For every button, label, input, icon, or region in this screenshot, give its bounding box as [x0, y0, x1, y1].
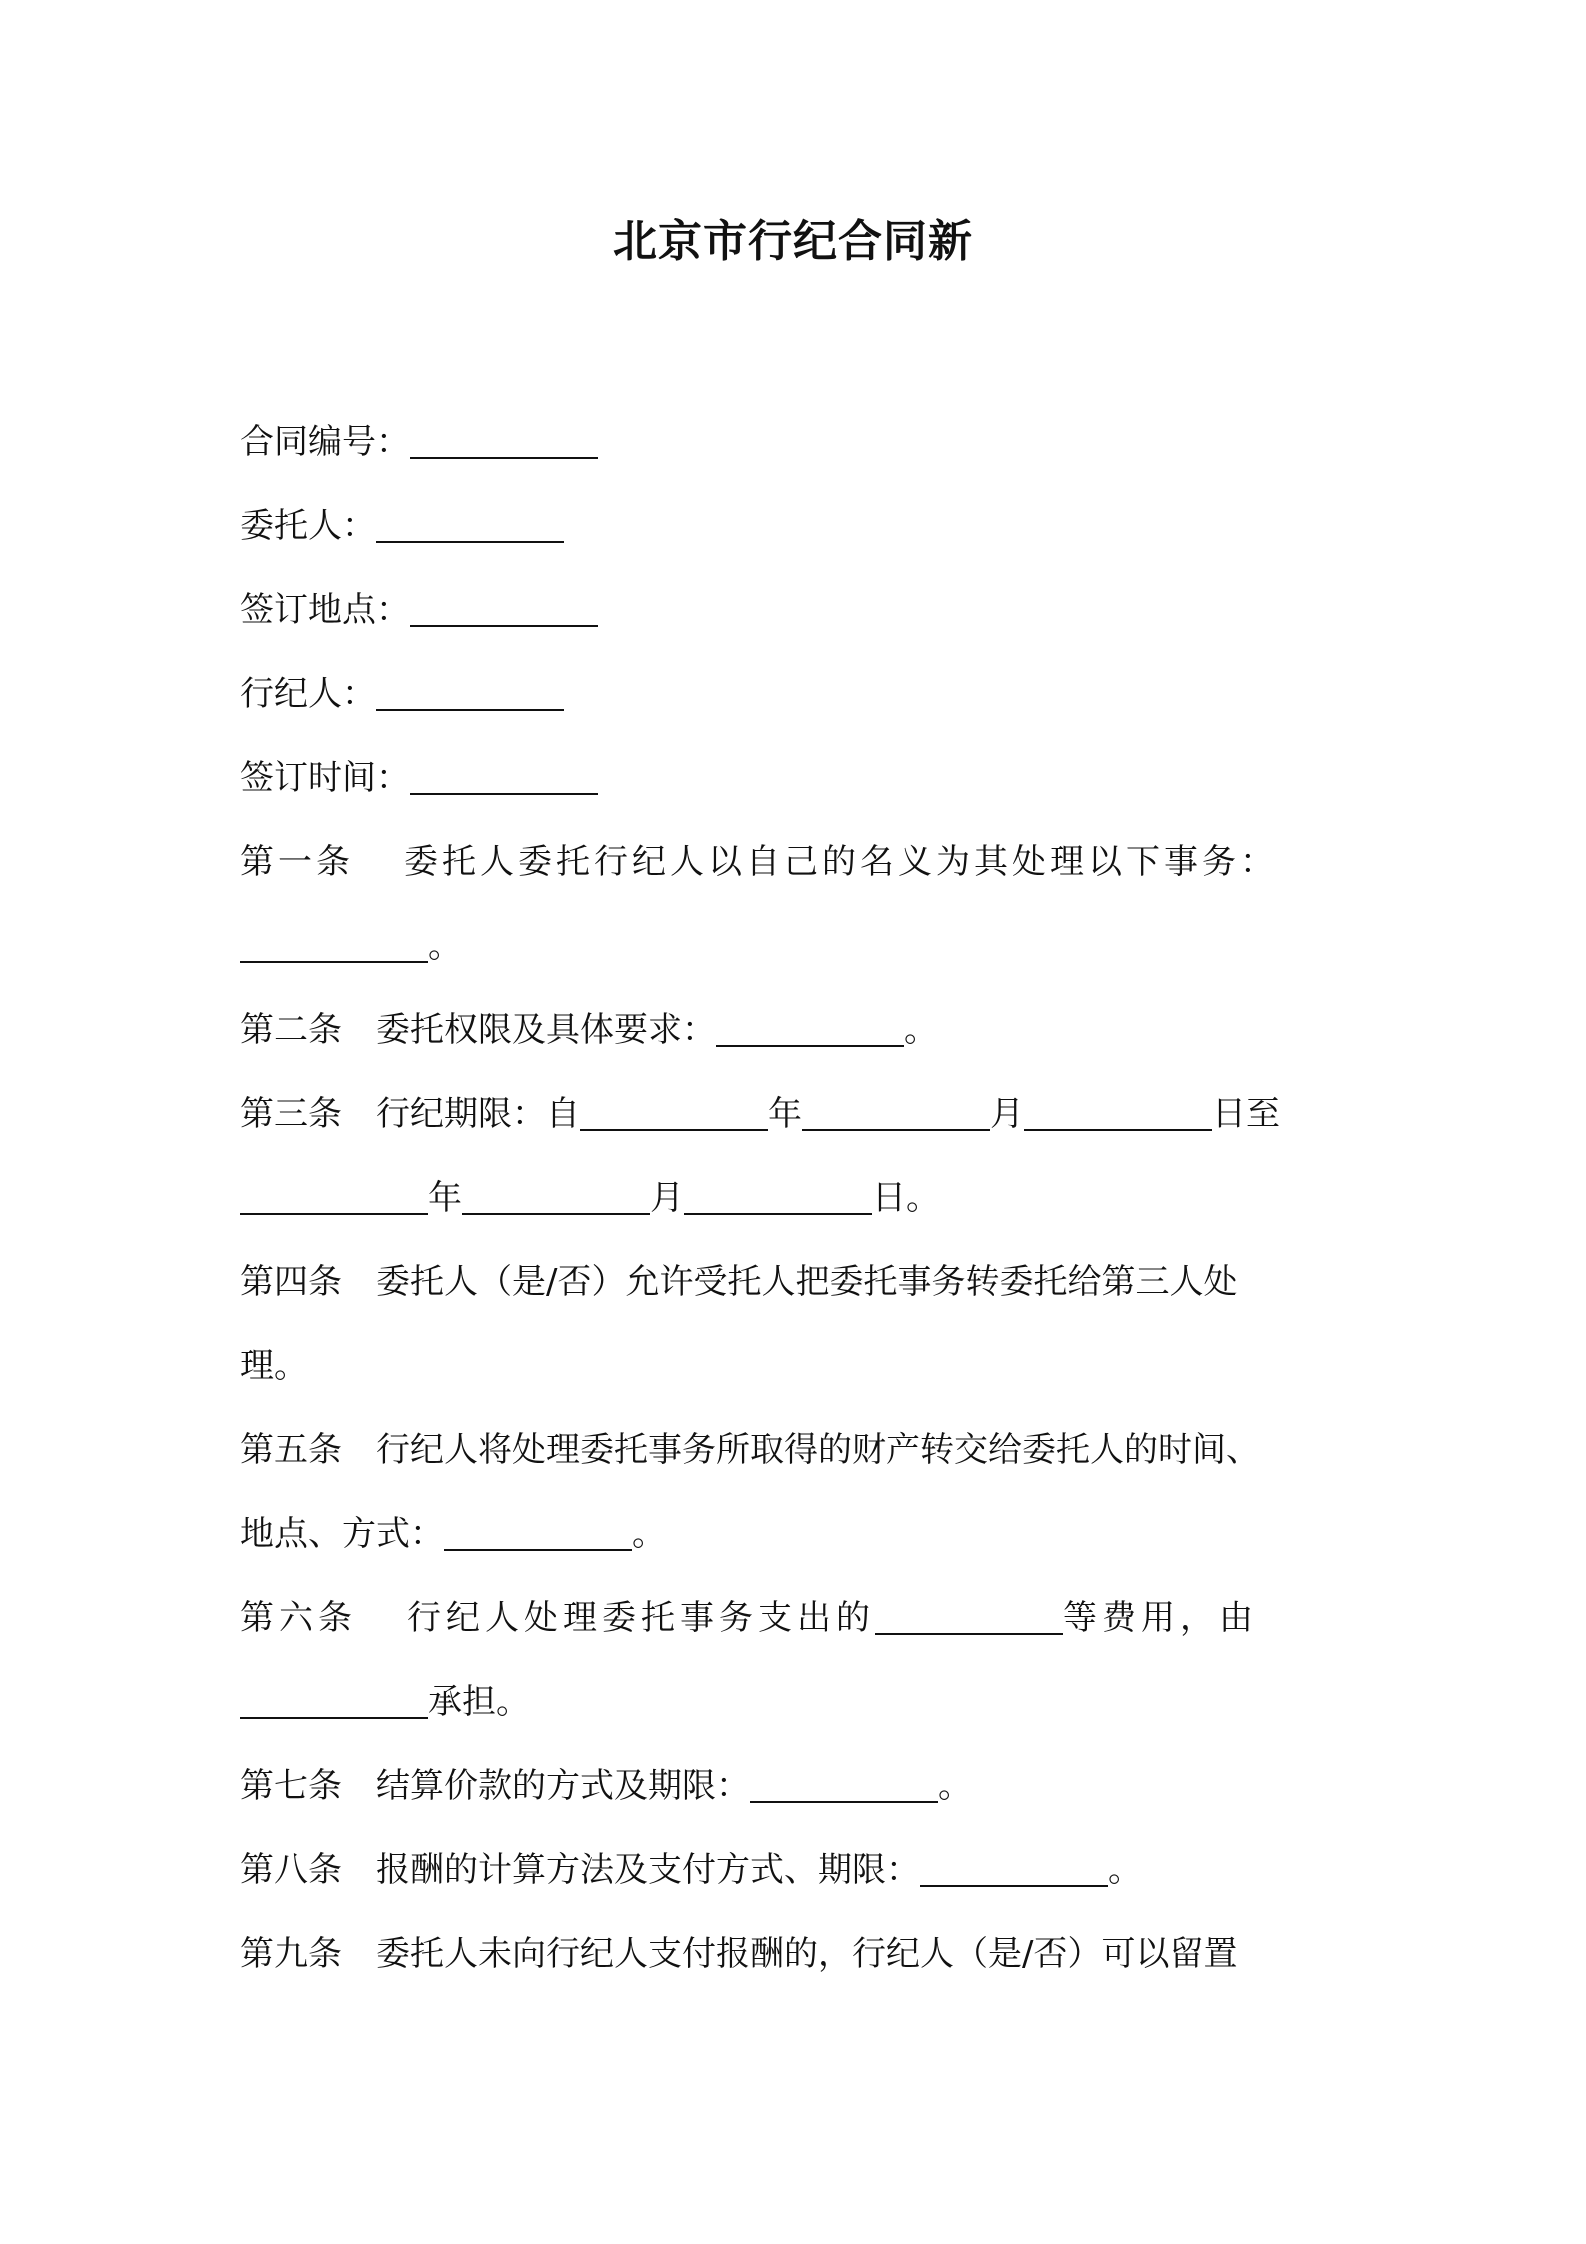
- article-3-day2-label: 日。: [872, 1178, 940, 1218]
- article-1-number: 第一条: [240, 842, 354, 882]
- article-3-end-month-blank[interactable]: [462, 1212, 650, 1215]
- article-1-end: 。: [428, 926, 462, 966]
- article-8-end: 。: [1108, 1850, 1142, 1890]
- article-3-text: 行纪期限：自: [376, 1094, 580, 1134]
- article-3-month2-label: 月: [650, 1178, 684, 1218]
- article-7-text: 结算价款的方式及期限：: [376, 1766, 750, 1806]
- principal-blank[interactable]: [376, 540, 564, 543]
- broker-label: 行纪人：: [240, 674, 376, 714]
- article-3-month-label: 月: [990, 1094, 1024, 1134]
- sign-time-label: 签订时间：: [240, 758, 410, 798]
- sign-time-blank[interactable]: [410, 792, 598, 795]
- broker-line: [240, 652, 1350, 736]
- article-3-day-to-label: 日至: [1212, 1094, 1280, 1134]
- article-3-number: 第三条: [240, 1094, 342, 1134]
- sign-place-blank[interactable]: [410, 624, 598, 627]
- sign-place-label: 签订地点：: [240, 590, 410, 630]
- article-1-text: 委托人委托行纪人以自己的名义为其处理以下事务：: [404, 842, 1278, 882]
- article-3-start-day-blank[interactable]: [1024, 1128, 1212, 1131]
- article-7-number: 第七条: [240, 1766, 342, 1806]
- article-4-line: [240, 1240, 1350, 1324]
- article-5-cont-line: [240, 1492, 1350, 1576]
- article-3-year2-label: 年: [428, 1178, 462, 1218]
- sign-time-line: [240, 736, 1350, 820]
- article-9-number: 第九条: [240, 1934, 342, 1974]
- article-4-text: 委托人（是/否）允许受托人把委托事务转委托给第三人处: [376, 1262, 1238, 1302]
- article-9-text: 委托人未向行纪人支付报酬的，行纪人（是/否）可以留置: [376, 1934, 1238, 1974]
- article-7-blank[interactable]: [750, 1800, 938, 1803]
- article-4-cont-line: [240, 1324, 1350, 1408]
- article-2-line: [240, 988, 1350, 1072]
- article-5-text: 行纪人将处理委托事务所取得的财产转交给委托人的时间、: [376, 1430, 1260, 1470]
- article-1-line: [240, 820, 1350, 904]
- article-6-cont: 承担。: [428, 1682, 530, 1722]
- article-5-end: 。: [632, 1514, 666, 1554]
- document-title: 北京市行纪合同新: [613, 216, 973, 267]
- article-5-blank[interactable]: [444, 1548, 632, 1551]
- principal-line: [240, 484, 1350, 568]
- article-3-end-day-blank[interactable]: [684, 1212, 872, 1215]
- article-4-number: 第四条: [240, 1262, 342, 1302]
- article-6-number: 第六条: [240, 1598, 357, 1638]
- principal-label: 委托人：: [240, 506, 376, 546]
- article-2-end: 。: [904, 1010, 938, 1050]
- article-7-line: [240, 1744, 1350, 1828]
- article-8-blank[interactable]: [920, 1884, 1108, 1887]
- contract-number-line: [240, 400, 1350, 484]
- article-5-line: [240, 1408, 1350, 1492]
- article-6-cont-line: [240, 1660, 1350, 1744]
- article-6-expense-blank[interactable]: [875, 1632, 1063, 1635]
- contract-number-blank[interactable]: [410, 456, 598, 459]
- article-5-cont: 地点、方式：: [240, 1514, 444, 1554]
- article-3-start-year-blank[interactable]: [580, 1128, 768, 1131]
- article-6-line: [240, 1576, 1350, 1660]
- article-5-number: 第五条: [240, 1430, 342, 1470]
- article-1-blank[interactable]: [240, 960, 428, 963]
- article-3-cont-line: [240, 1156, 1350, 1240]
- article-8-number: 第八条: [240, 1850, 342, 1890]
- article-9-line: [240, 1912, 1350, 1996]
- article-6-text: 行纪人处理委托事务支出的: [407, 1598, 875, 1638]
- article-3-year-label: 年: [768, 1094, 802, 1134]
- contract-number-label: 合同编号：: [240, 422, 410, 462]
- article-3-line: [240, 1072, 1350, 1156]
- article-2-blank[interactable]: [716, 1044, 904, 1047]
- contract-body: [240, 400, 1350, 1996]
- broker-blank[interactable]: [376, 708, 564, 711]
- sign-place-line: [240, 568, 1350, 652]
- article-8-line: [240, 1828, 1350, 1912]
- article-4-cont: 理。: [240, 1346, 308, 1386]
- article-7-end: 。: [938, 1766, 972, 1806]
- article-2-number: 第二条: [240, 1010, 342, 1050]
- article-3-start-month-blank[interactable]: [802, 1128, 990, 1131]
- article-2-text: 委托权限及具体要求：: [376, 1010, 716, 1050]
- article-8-text: 报酬的计算方法及支付方式、期限：: [376, 1850, 920, 1890]
- article-1-cont-line: [240, 904, 1350, 988]
- article-6-mid: 等费用，由: [1063, 1598, 1258, 1638]
- article-3-end-year-blank[interactable]: [240, 1212, 428, 1215]
- article-6-bearer-blank[interactable]: [240, 1716, 428, 1719]
